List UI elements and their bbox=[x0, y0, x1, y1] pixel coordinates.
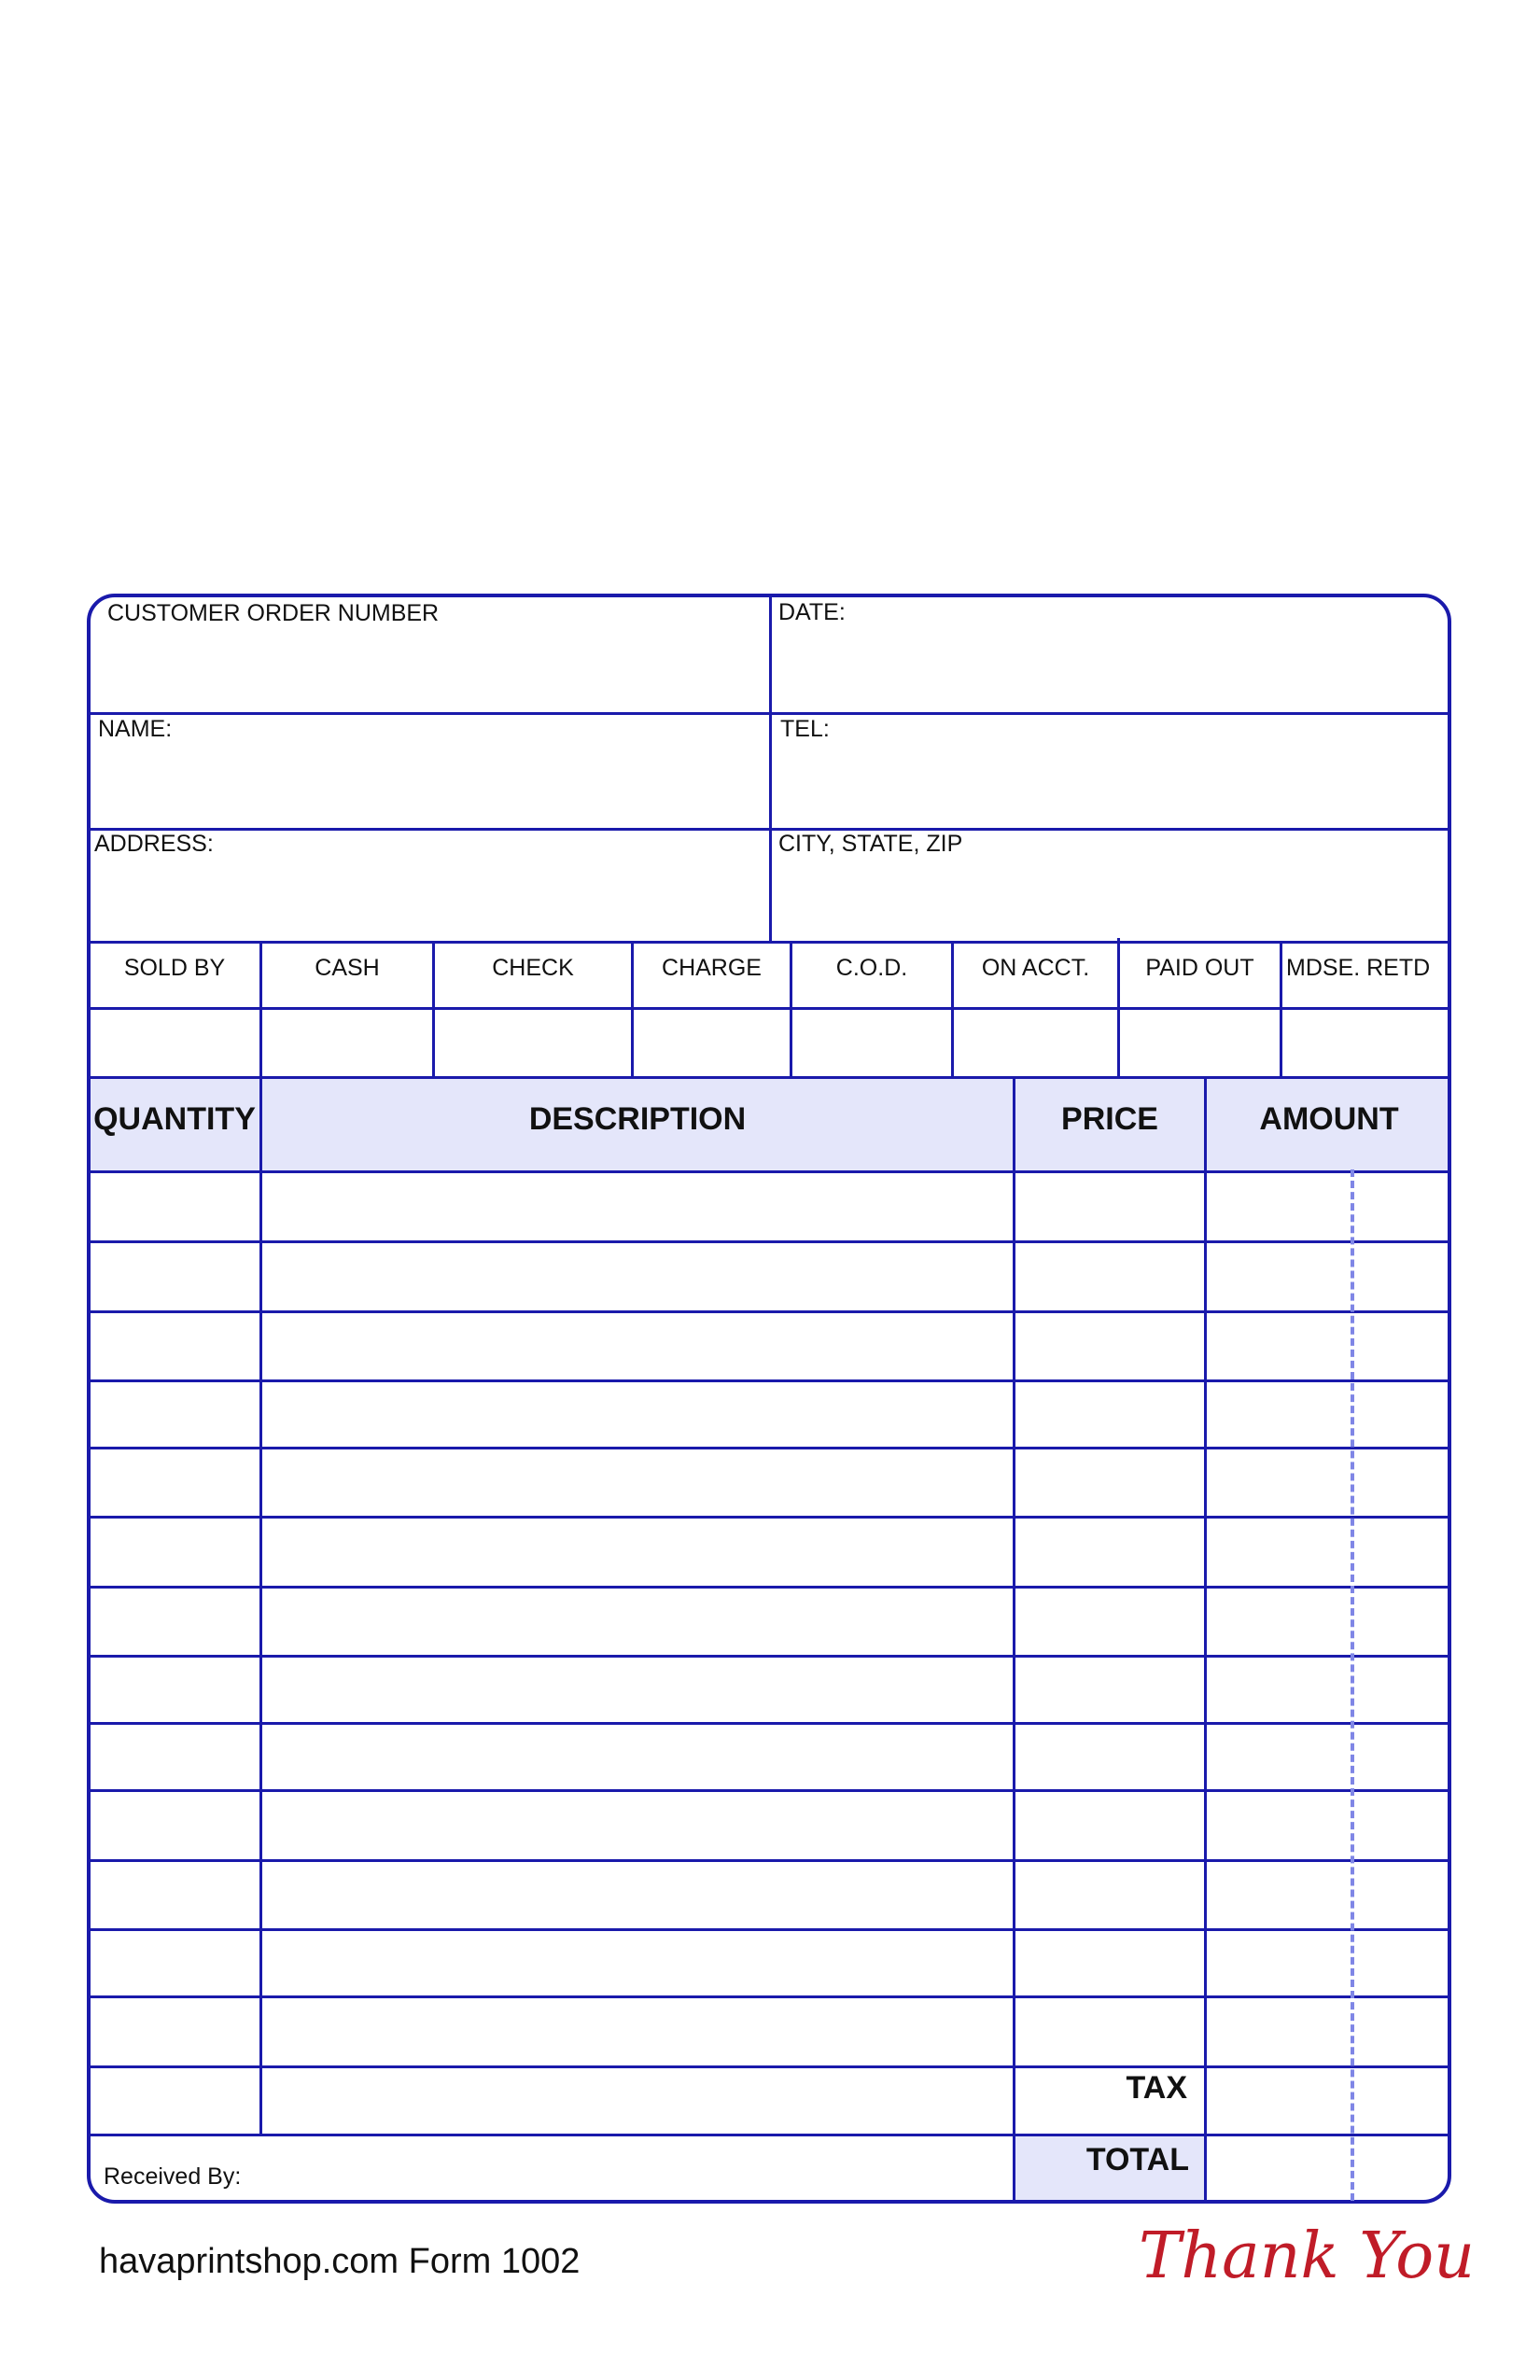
customer-order-number-label: CUSTOMER ORDER NUMBER bbox=[107, 600, 440, 626]
tax-label: TAX bbox=[1126, 2070, 1187, 2106]
rule bbox=[769, 594, 772, 943]
date-label: DATE: bbox=[778, 599, 846, 625]
row-rule bbox=[87, 1379, 1451, 1382]
rule bbox=[1204, 1076, 1207, 2204]
name-label: NAME: bbox=[98, 716, 173, 742]
on-account-label: ON ACCT. bbox=[981, 955, 1090, 981]
cash-label: CASH bbox=[315, 955, 380, 981]
cents-divider bbox=[1351, 1169, 1354, 2201]
total-label: TOTAL bbox=[1085, 2142, 1189, 2177]
row-rule bbox=[87, 1586, 1451, 1589]
row-rule bbox=[87, 1928, 1451, 1931]
charge-label: CHARGE bbox=[662, 955, 762, 981]
rule bbox=[1013, 1076, 1015, 2204]
description-header: DESCRIPTION bbox=[528, 1101, 747, 1137]
received-by-label: Received By: bbox=[104, 2163, 242, 2190]
row-rule bbox=[87, 2134, 1451, 2136]
city-state-zip-label: CITY, STATE, ZIP bbox=[778, 831, 963, 857]
check-label: CHECK bbox=[492, 955, 574, 981]
quantity-header: QUANTITY bbox=[93, 1101, 256, 1137]
rule bbox=[259, 1076, 262, 2135]
rule bbox=[87, 1076, 1451, 1079]
rule bbox=[87, 1170, 1451, 1173]
row-rule bbox=[87, 1655, 1451, 1658]
sold-by-label: SOLD BY bbox=[123, 955, 226, 981]
thank-you-signature: Thank You bbox=[1139, 2219, 1476, 2293]
row-rule bbox=[87, 1447, 1451, 1449]
row-rule bbox=[87, 1516, 1451, 1519]
tel-label: TEL: bbox=[780, 716, 830, 742]
amount-header: AMOUNT bbox=[1259, 1101, 1399, 1137]
form-footer-text: havaprintshop.com Form 1002 bbox=[99, 2242, 581, 2281]
row-rule bbox=[87, 1722, 1451, 1725]
row-rule bbox=[87, 2065, 1451, 2068]
rule bbox=[87, 1007, 1451, 1010]
row-rule bbox=[87, 1859, 1451, 1862]
row-rule bbox=[87, 1240, 1451, 1243]
row-rule bbox=[87, 1789, 1451, 1792]
row-rule bbox=[87, 1995, 1451, 1998]
price-header: PRICE bbox=[1061, 1101, 1158, 1137]
paid-out-label: PAID OUT bbox=[1145, 955, 1254, 981]
merchandise-returned-label: MDSE. RETD bbox=[1286, 955, 1431, 981]
row-rule bbox=[87, 1310, 1451, 1313]
address-label: ADDRESS: bbox=[94, 831, 214, 857]
cod-label: C.O.D. bbox=[835, 955, 908, 981]
